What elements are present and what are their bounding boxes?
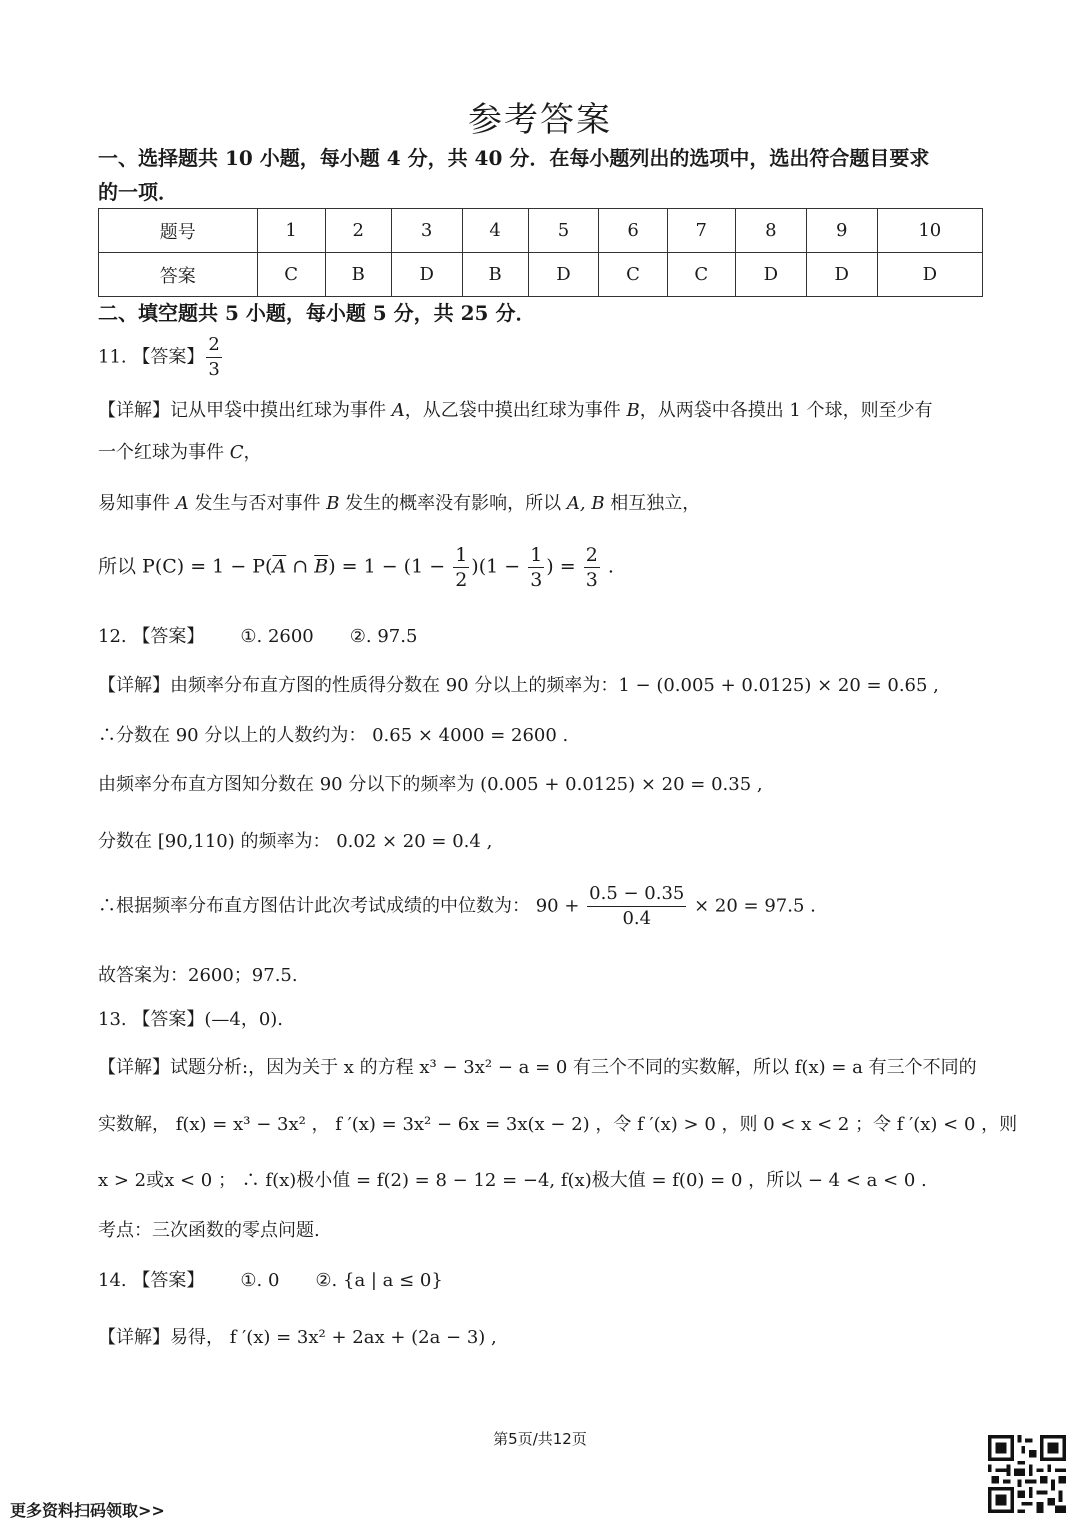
q11-detail-line3 — [98, 489, 700, 515]
q11-text: ， — [243, 442, 262, 463]
q11-f1-den: 2 — [455, 569, 468, 591]
q11-prefix: 11. 【答案】 — [98, 346, 205, 368]
table-cell-answer: D — [877, 253, 982, 297]
q12-answer-2: ②. 97.5 — [349, 626, 418, 647]
q11-text: 相互独立， — [604, 493, 701, 514]
row-label-answer: 答案 — [99, 253, 258, 297]
q12-median-fraction — [587, 882, 686, 931]
q14-answer-1: ①. 0 — [240, 1270, 280, 1291]
q12-line5-text: ∴根据频率分布直方图估计此次考试成绩的中位数为： 90 + — [98, 895, 586, 917]
q11-text: ，从两袋中各摸出 1 个球，则至少有 — [639, 400, 933, 421]
q12-prefix: 12. 【答案】 — [98, 626, 205, 647]
q11-answer-fraction — [206, 333, 221, 382]
q11-formula-part: )(1 − — [471, 555, 527, 578]
answer-table — [98, 208, 983, 297]
q11-formula-part: 所以 P(C) = 1 − P( — [98, 555, 273, 578]
table-cell-number: 9 — [806, 209, 877, 253]
q11-formula-part: . — [601, 555, 614, 578]
q12-answer — [98, 622, 417, 648]
q14-prefix: 14. 【答案】 — [98, 1270, 205, 1291]
page-footer: 第5页/共12页 — [493, 1430, 587, 1448]
table-cell-number: 6 — [599, 209, 667, 253]
table-row-answers — [99, 253, 983, 297]
q11-var-b: B — [326, 493, 340, 514]
q14-line1: 【详解】易得， f ′(x) = 3x² + 2ax + (2a − 3) , — [98, 1327, 497, 1348]
table-cell-answer: D — [391, 253, 462, 297]
q12-frac-den: 0.4 — [622, 908, 652, 929]
qr-code-icon[interactable] — [988, 1435, 1066, 1513]
q11-fraction-3 — [584, 543, 600, 592]
q13-line2: 实数解， f(x) = x³ − 3x² ， f ′(x) = 3x² − 6x = 3x(x − 2) ，令 f ′(x) > 0 ，则 0 < x < 2 ；令 f ′(x) < 0 ，则 — [98, 1114, 1018, 1135]
table-cell-answer: D — [735, 253, 806, 297]
q12-answer-1: ①. 2600 — [240, 626, 314, 647]
q11-ans-num: 2 — [206, 333, 221, 358]
row-label-number: 题号 — [99, 209, 258, 253]
q13-answer: 13. 【答案】(—4，0). — [98, 1009, 284, 1030]
q11-answer — [98, 333, 224, 382]
q11-f3-den: 3 — [585, 569, 598, 591]
q11-var-ab: A, B — [566, 493, 605, 514]
q11-text: ，从乙袋中摸出红球为事件 — [404, 400, 627, 421]
q13-line1: 【详解】试题分析:，因为关于 x 的方程 x³ − 3x² − a = 0 有三个不同的实数解，所以 f(x) = a 有三个不同的 — [98, 1057, 977, 1078]
table-row-numbers — [99, 209, 983, 253]
section2-heading: 二、填空题共 5 小题，每小题 5 分，共 25 分． — [98, 301, 536, 325]
q11-text: 发生与否对事件 — [188, 493, 327, 514]
q12-frac-num: 0.5 − 0.35 — [587, 882, 686, 907]
q11-var-c: C — [229, 442, 244, 463]
q12-line2: ∴分数在 90 分以上的人数约为： 0.65 × 4000 = 2600 . — [98, 725, 569, 746]
q13-line4: 考点：三次函数的零点问题. — [98, 1220, 320, 1241]
q13-line3: x > 2或x < 0 ； ∴ f(x)极小值 = f(2) = 8 − 12 = −4, f(x)极大值 = f(0) = 0 ，所以 − 4 < a < 0 . — [98, 1170, 927, 1191]
q11-text: 【详解】记从甲袋中摸出红球为事件 — [98, 400, 392, 421]
table-cell-number: 3 — [391, 209, 462, 253]
q14-answer — [98, 1266, 443, 1292]
table-cell-answer: C — [257, 253, 325, 297]
table-cell-number: 1 — [257, 209, 325, 253]
table-cell-answer: D — [528, 253, 599, 297]
table-cell-answer: C — [599, 253, 667, 297]
table-cell-number: 10 — [877, 209, 982, 253]
section1-heading-line2: 的一项． — [98, 180, 178, 204]
q11-text: 发生的概率没有影响，所以 — [339, 493, 567, 514]
more-resources-link[interactable]: 更多资料扫码领取>> — [10, 1501, 165, 1520]
q11-formula-part: ) = — [546, 555, 582, 578]
q11-fraction-2 — [528, 543, 544, 592]
section1-heading — [98, 141, 978, 209]
table-cell-number: 8 — [735, 209, 806, 253]
table-cell-answer: B — [462, 253, 528, 297]
table-cell-answer: D — [806, 253, 877, 297]
section1-heading-line1: 一、选择题共 10 小题，每小题 4 分，共 40 分．在每小题列出的选项中，选出符合题目要求 — [98, 146, 930, 170]
table-cell-number: 7 — [667, 209, 735, 253]
q14-answer-2: ②. {a | a ≤ 0} — [315, 1270, 443, 1291]
q11-formula-part: ) = 1 − (1 − — [328, 555, 452, 578]
q11-formula-part: ∩ — [286, 555, 315, 578]
q12-line4: 分数在 [90,110) 的频率为： 0.02 × 20 = 0.4 , — [98, 831, 493, 852]
table-cell-number: 4 — [462, 209, 528, 253]
q12-line6: 故答案为：2600；97.5. — [98, 965, 298, 986]
q11-formula — [98, 543, 614, 592]
table-cell-number: 5 — [528, 209, 599, 253]
page-title: 参考答案 — [468, 100, 612, 140]
q11-text: 易知事件 — [98, 493, 176, 514]
table-cell-answer: B — [325, 253, 391, 297]
table-cell-answer: C — [667, 253, 735, 297]
q11-a-bar: $\overline{A}$ — [272, 555, 287, 578]
q12-line1: 【详解】由频率分布直方图的性质得分数在 90 分以上的频率为：1 − (0.005 + 0.0125) × 20 = 0.65 , — [98, 675, 939, 696]
q11-f2-num: 1 — [530, 544, 543, 566]
q11-text: 一个红球为事件 — [98, 442, 230, 463]
q11-detail-line2 — [98, 438, 262, 464]
q11-f3-num: 2 — [585, 544, 598, 566]
q12-line5-text: × 20 = 97.5 . — [688, 895, 816, 917]
q11-var-a: A — [391, 400, 405, 421]
table-cell-number: 2 — [325, 209, 391, 253]
q12-line5 — [98, 882, 816, 931]
q11-ans-den: 3 — [208, 359, 220, 380]
q12-line3: 由频率分布直方图知分数在 90 分以下的频率为 (0.005 + 0.0125) × 20 = 0.35 , — [98, 774, 763, 795]
q11-b-bar: $\overline{B}$ — [314, 555, 329, 578]
q11-fraction-1 — [453, 543, 469, 592]
q11-f2-den: 3 — [530, 569, 543, 591]
q11-f1-num: 1 — [455, 544, 468, 566]
q11-detail-line1 — [98, 396, 933, 422]
q11-var-b: B — [626, 400, 640, 421]
q11-var-a: A — [175, 493, 189, 514]
